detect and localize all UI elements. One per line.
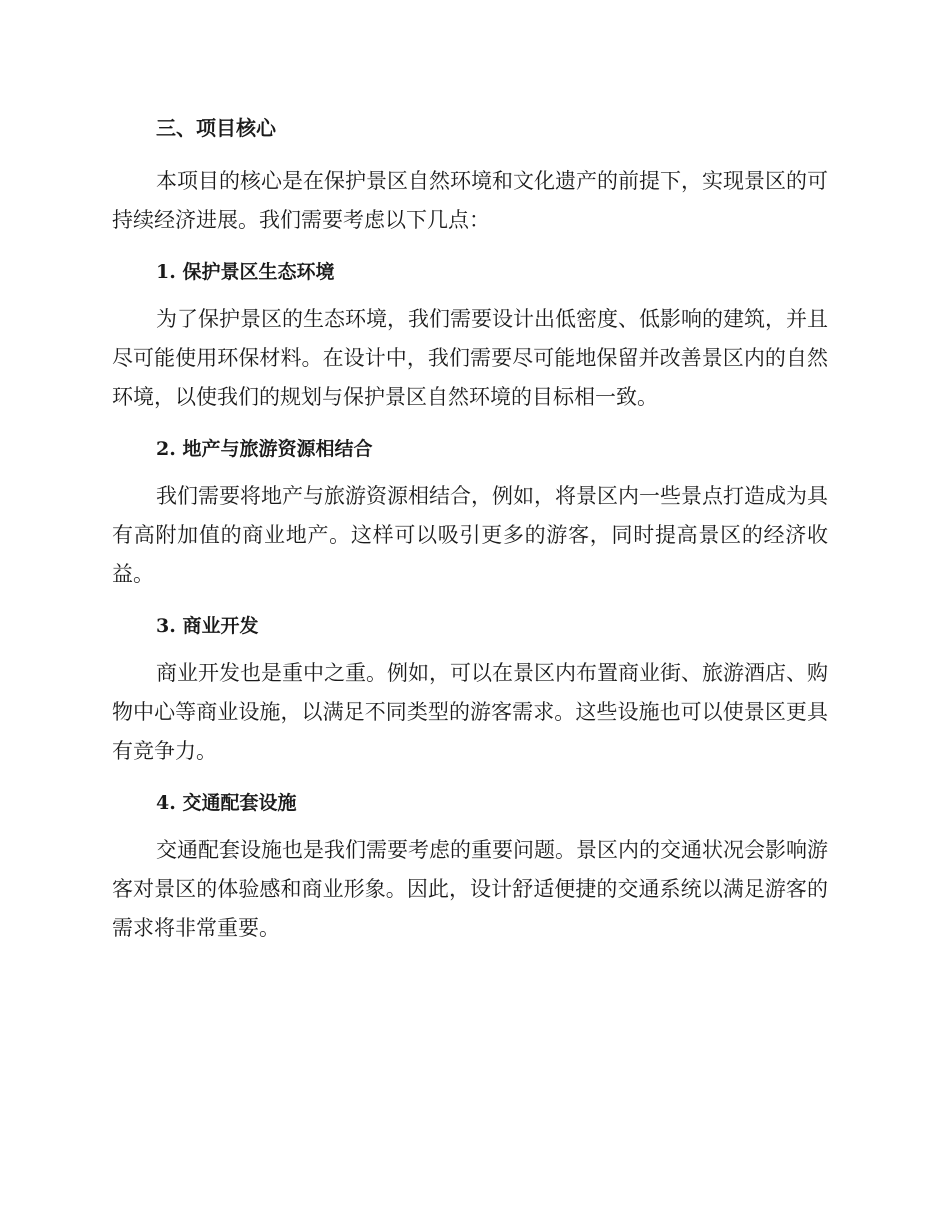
item-1-heading: 1. 保护景区生态环境 <box>156 261 335 283</box>
spacer <box>112 148 828 162</box>
item-2-body: 我们需要将地产与旅游资源相结合，例如，将景区内一些景点打造成为具有高附加值的商业地产。这样可以吸引更多的游客，同时提高景区的经济收益。 <box>112 484 828 586</box>
item-1-body: 为了保护景区的生态环境，我们需要设计出低密度、低影响的建筑，并且尽可能使用环保材料。在设计中，我们需要尽可能地保留并改善景区内的自然环境，以使我们的规划与保护景区自然环境的目标相一致。 <box>112 307 828 409</box>
item-4-body: 交通配套设施也是我们需要考虑的重要问题。景区内的交通状况会影响游客对景区的体验感和商业形象。因此，设计舒适便捷的交通系统以满足游客的需求将非常重要。 <box>112 838 828 940</box>
item-3-heading: 3. 商业开发 <box>156 615 259 637</box>
section-title: 三、项目核心 <box>156 116 276 140</box>
item-4-heading: 4. 交通配套设施 <box>156 792 297 814</box>
intro-paragraph: 本项目的核心是在保护景区自然环境和文化遗产的前提下，实现景区的可持续经济进展。我们需要考虑以下几点： <box>112 169 828 232</box>
document-page <box>112 108 828 948</box>
item-3-body: 商业开发也是重中之重。例如，可以在景区内布置商业街、旅游酒店、购物中心等商业设施，以满足不同类型的游客需求。这些设施也可以使景区更具有竞争力。 <box>112 661 828 763</box>
item-2-heading: 2. 地产与旅游资源相结合 <box>156 438 373 460</box>
